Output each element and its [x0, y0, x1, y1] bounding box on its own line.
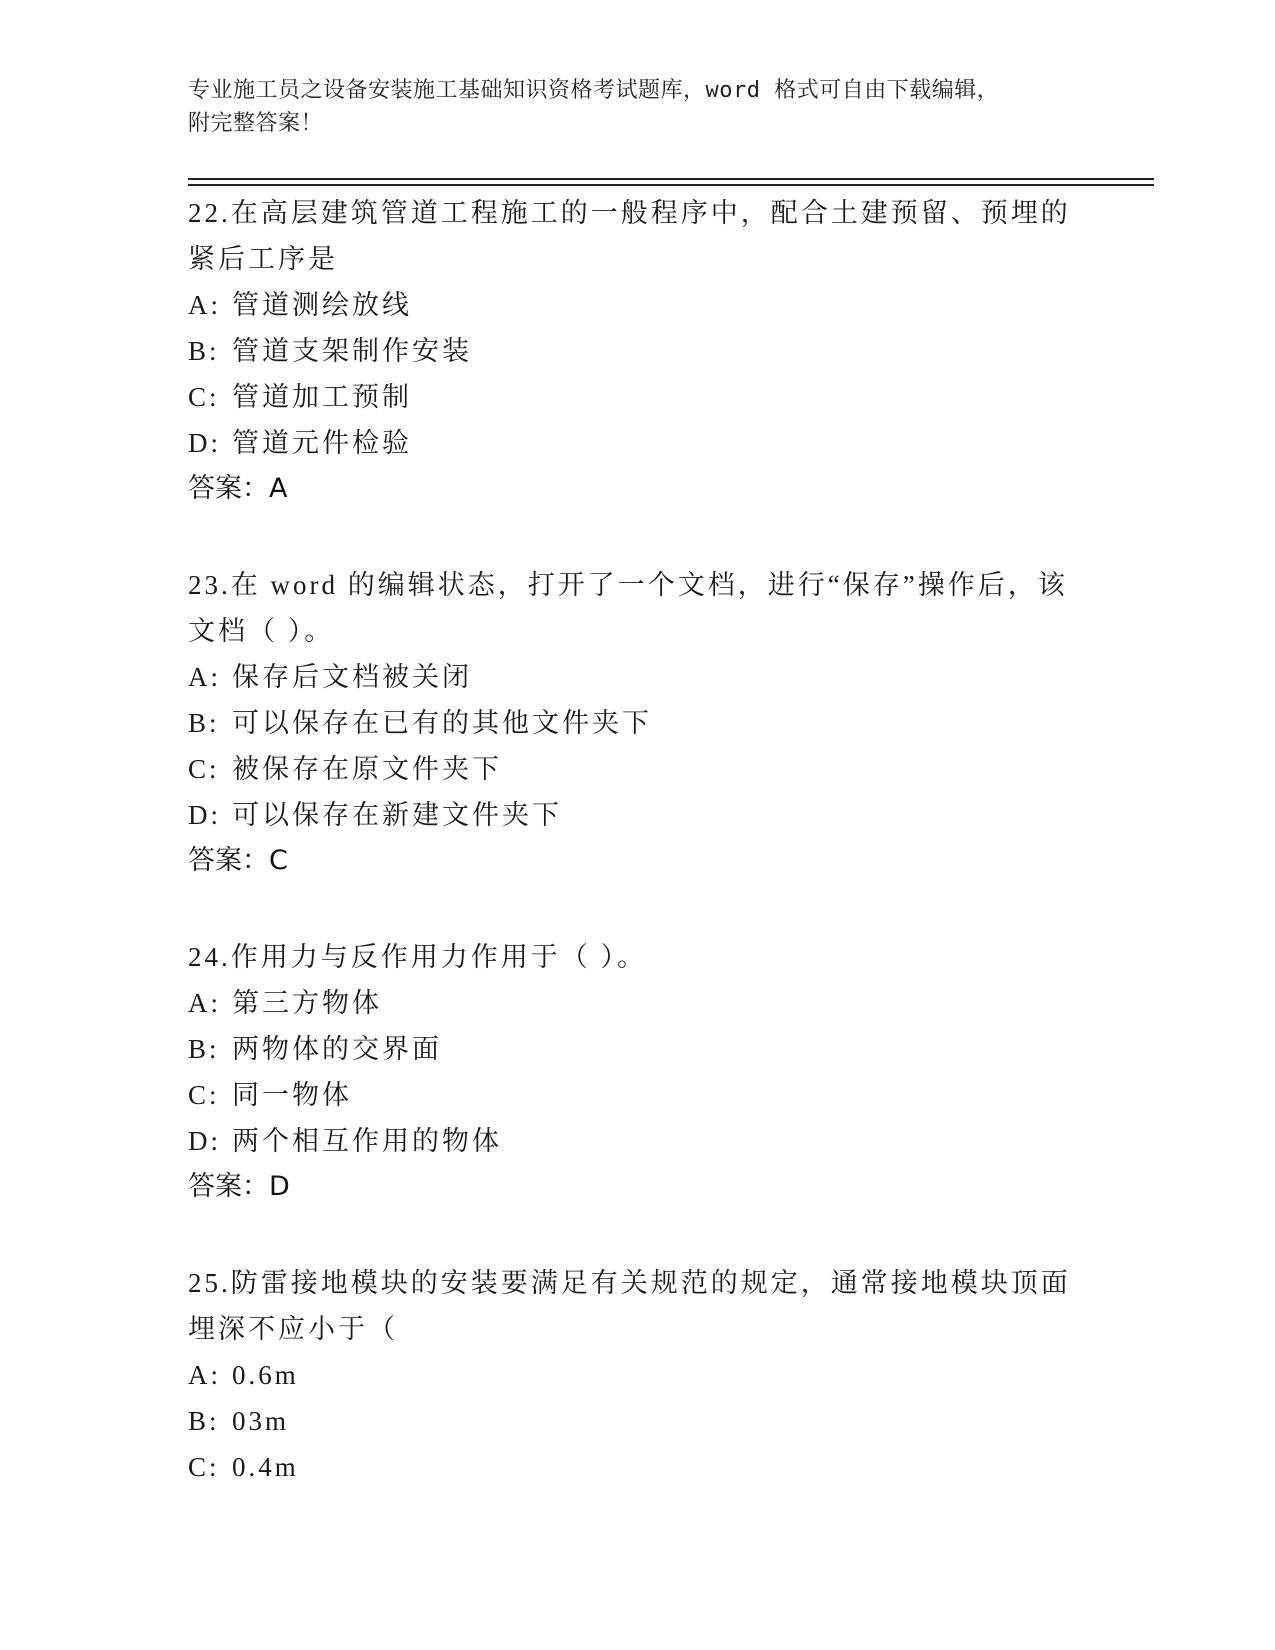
question-25	[188, 1260, 1088, 1490]
option-text: 管道元件检验	[232, 428, 412, 458]
option-b	[188, 1398, 1088, 1444]
header-line-2: 附完整答案！	[188, 111, 324, 136]
option-text: 管道加工预制	[232, 382, 412, 412]
option-letter: B:	[188, 708, 220, 738]
option-letter: A:	[188, 988, 221, 1018]
option-text: 保存后文档被关闭	[232, 662, 472, 692]
option-text: 两个相互作用的物体	[232, 1126, 502, 1156]
option-text: 被保存在原文件夹下	[232, 754, 502, 784]
option-d	[188, 420, 1088, 466]
option-letter: B:	[188, 336, 220, 366]
option-letter: A:	[188, 290, 221, 320]
option-text: 0.6m	[232, 1360, 299, 1390]
header-rule-top	[188, 178, 1154, 180]
option-letter: B:	[188, 1406, 220, 1436]
header-line-1: 专业施工员之设备安装施工基础知识资格考试题库，word 格式可自由下载编辑，	[188, 78, 1000, 103]
document-header	[188, 74, 1068, 140]
option-text: 管道测绘放线	[232, 290, 412, 320]
option-a	[188, 980, 1088, 1026]
option-text: 同一物体	[232, 1080, 352, 1110]
question-24	[188, 934, 1088, 1210]
option-b	[188, 1026, 1088, 1072]
option-a	[188, 654, 1088, 700]
option-letter: A:	[188, 662, 221, 692]
question-22	[188, 190, 1088, 512]
question-text: 22.在高层建筑管道工程施工的一般程序中，配合土建预留、预埋的紧后工序是	[188, 198, 1071, 274]
option-d	[188, 792, 1088, 838]
option-text: 第三方物体	[232, 988, 382, 1018]
question-text: 25.防雷接地模块的安装要满足有关规范的规定，通常接地模块顶面埋深不应小于（	[188, 1268, 1071, 1344]
option-b	[188, 700, 1088, 746]
question-23	[188, 562, 1088, 884]
option-letter: D:	[188, 428, 221, 458]
answer-line: 答案：A	[188, 473, 288, 504]
option-text: 03m	[232, 1406, 290, 1436]
option-letter: C:	[188, 1452, 220, 1482]
option-a	[188, 1352, 1088, 1398]
option-c	[188, 374, 1088, 420]
option-letter: C:	[188, 1080, 220, 1110]
option-letter: D:	[188, 1126, 221, 1156]
option-letter: A:	[188, 1360, 221, 1390]
option-text: 管道支架制作安装	[232, 336, 472, 366]
option-text: 两物体的交界面	[232, 1034, 442, 1064]
option-letter: C:	[188, 754, 220, 784]
option-text: 可以保存在已有的其他文件夹下	[232, 708, 652, 738]
answer-line: 答案：D	[188, 1171, 290, 1202]
option-letter: D:	[188, 800, 221, 830]
option-c	[188, 746, 1088, 792]
option-b	[188, 328, 1088, 374]
header-rule-bottom	[188, 184, 1154, 186]
option-text: 0.4m	[232, 1452, 299, 1482]
question-text: 23.在 word 的编辑状态，打开了一个文档，进行“保存”操作后，该文档（ ）。	[188, 570, 1068, 646]
question-text: 24.作用力与反作用力作用于（ ）。	[188, 942, 647, 972]
option-c	[188, 1444, 1088, 1490]
question-list	[188, 190, 1088, 1540]
option-letter: B:	[188, 1034, 220, 1064]
option-text: 可以保存在新建文件夹下	[232, 800, 562, 830]
option-d	[188, 1118, 1088, 1164]
answer-line: 答案：C	[188, 845, 288, 876]
option-a	[188, 282, 1088, 328]
option-letter: C:	[188, 382, 220, 412]
option-c	[188, 1072, 1088, 1118]
